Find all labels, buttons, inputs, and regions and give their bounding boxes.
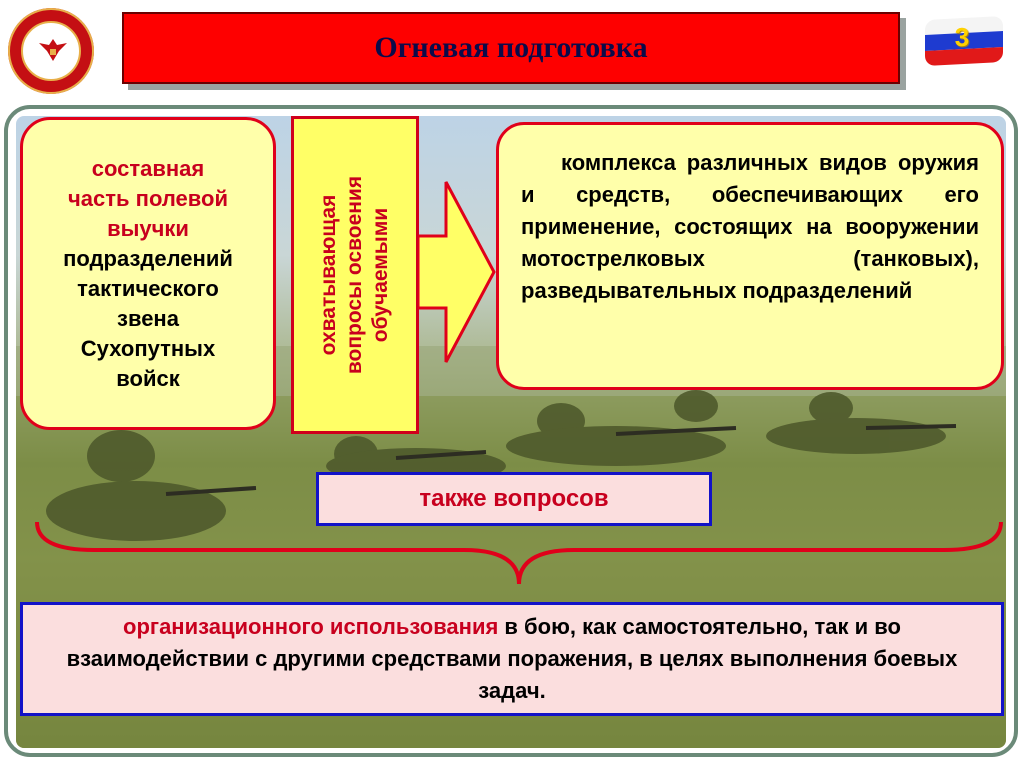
definition-box (20, 117, 276, 430)
definition-line: выучки (107, 215, 189, 241)
definition-line: звена (117, 305, 179, 331)
page-number: 3 (954, 22, 970, 52)
eagle-icon (37, 35, 69, 65)
description-box (496, 122, 1004, 390)
vertical-line: вопросы освоения (343, 175, 366, 375)
vertical-line: обучаемыми (369, 207, 392, 343)
military-emblem-logo (8, 8, 94, 94)
also-questions-box (316, 472, 712, 526)
conclusion-highlight: организационного использования (123, 614, 499, 639)
right-arrow-icon (418, 178, 496, 366)
vertical-line: охватывающая (317, 194, 340, 356)
definition-line: подразделений (63, 245, 233, 271)
definition-line: часть полевой (68, 185, 228, 211)
definition-line: составная (91, 155, 205, 181)
definition-line: войск (116, 365, 180, 391)
also-questions-text: также вопросов (419, 485, 609, 512)
page-title: Огневая подготовка (374, 31, 648, 64)
curly-brace-icon (34, 520, 1004, 588)
definition-line: тактического (77, 275, 219, 301)
description-text: комплекса различных видов оружия и средств, обеспечивающих его применение, состоящих на вооружении мотострелковых (танковых), разведывательных подразделений (521, 150, 979, 303)
title-bar (122, 12, 900, 84)
conclusion-box (20, 602, 1004, 716)
vertical-label (316, 125, 394, 425)
definition-line: Сухопутных (80, 335, 216, 361)
vertical-label-box (291, 116, 419, 434)
conclusion-text: в бою, как самостоятельно, так и во взаимодействии с другими средствами поражения, в целях выполнения боевых задач. (66, 614, 958, 703)
